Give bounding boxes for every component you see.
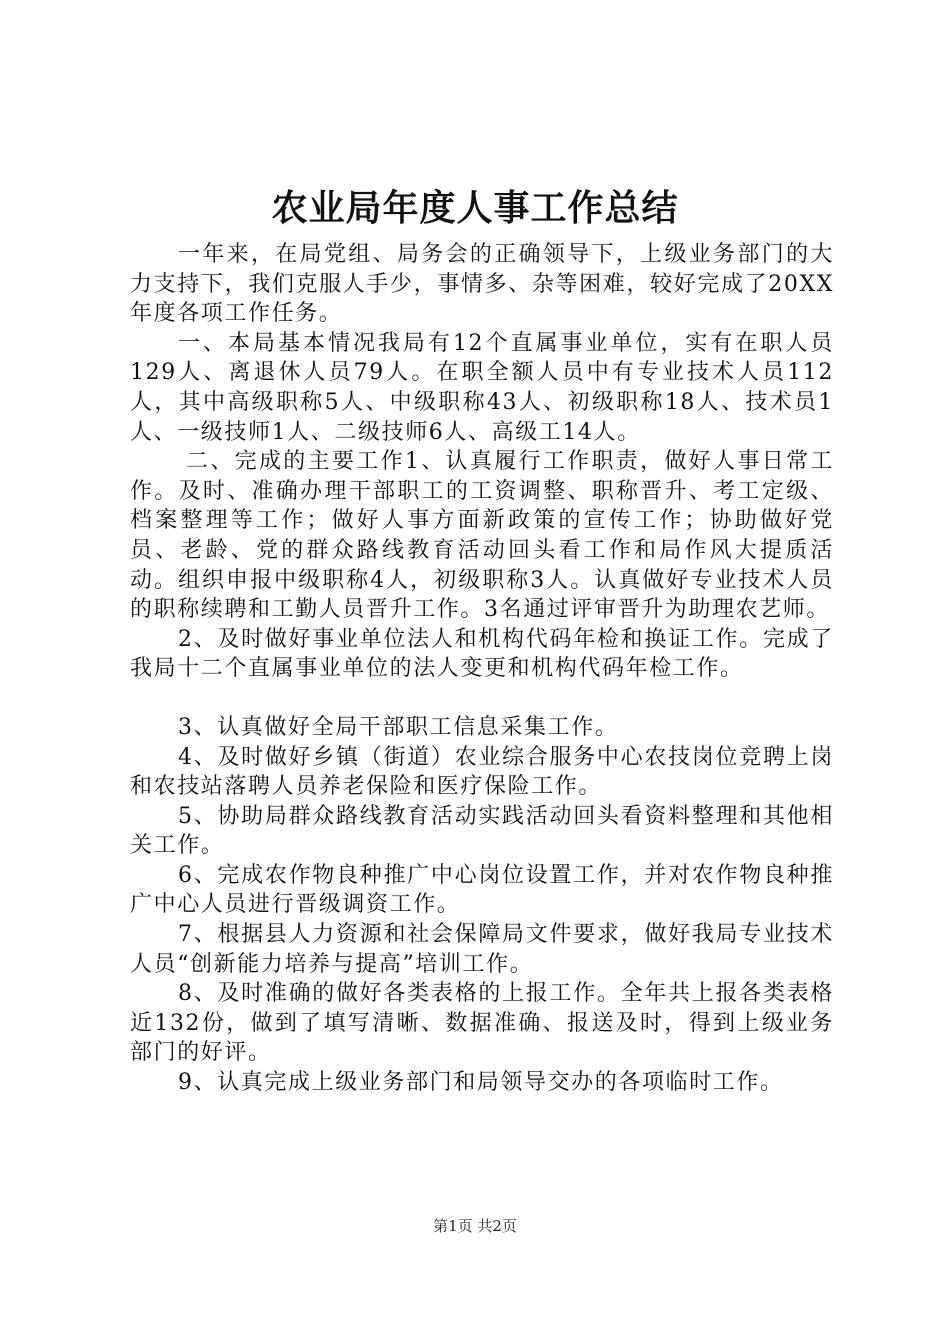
paragraph-basic-situation: 一、本局基本情况我局有12个直属事业单位，实有在职人员129人、离退休人员79人。在职全额人员中有专业技术人员112人，其中高级职称5人、中级职称43人、初级职称18人、技术员1人、一级技师1人、二级技师6人、高级工14人。 [130,330,834,445]
document-body [130,240,834,1098]
paragraph-intro: 一年来，在局党组、局务会的正确领导下，上级业务部门的大力支持下，我们克服人手少，事情多、杂等困难，较好完成了20XX年度各项工作任务。 [130,242,834,327]
paragraph-spacer [130,684,834,713]
paragraph-item-6: 6、完成农作物良种推广中心岗位设置工作，并对农作物良种推广中心人员进行晋级调资工作。 [130,862,834,918]
page-number-footer: 第1页 共2页 [433,1217,517,1235]
paragraph-item-2: 2、及时做好事业单位法人和机构代码年检和换证工作。完成了我局十二个直属事业单位的法人变更和机构代码年检工作。 [130,626,834,682]
paragraph-item-9: 9、认真完成上级业务部门和局领导交办的各项临时工作。 [178,1070,784,1096]
paragraph-item-7: 7、根据县人力资源和社会保障局文件要求，做好我局专业技术人员“创新能力培养与提高”培训工作。 [130,922,834,977]
paragraph-item-3: 3、认真做好全局干部职工信息采集工作。 [178,714,619,740]
paragraph-item-8: 8、及时准确的做好各类表格的上报工作。全年共上报各类表格近132份，做到了填写清晰、数据准确、报送及时，得到上级业务部门的好评。 [130,981,834,1066]
paragraph-item-5: 5、协助局群众路线教育活动实践活动回头看资料整理和其他相关工作。 [130,803,834,859]
paragraph-item-4: 4、及时做好乡镇（街道）农业综合服务中心农技岗位竞聘上岗和农技站落聘人员养老保险和医疗保险工作。 [130,744,834,800]
paragraph-main-work: 二、完成的主要工作1、认真履行工作职责，做好人事日常工作。及时、准确办理干部职工的工资调整、职称晋升、考工定级、档案整理等工作；做好人事方面新政策的宣传工作；协助做好党员、老龄、党的群众路线教育活动回头看工作和局作风大提质活动。组织申报中级职称4人，初级职称3人。认真做好专业技术人员的职称续聘和工勤人员晋升工作。3名通过评审晋升为助理农艺师。 [130,449,834,623]
document-title: 农业局年度人事工作总结 [271,187,679,229]
